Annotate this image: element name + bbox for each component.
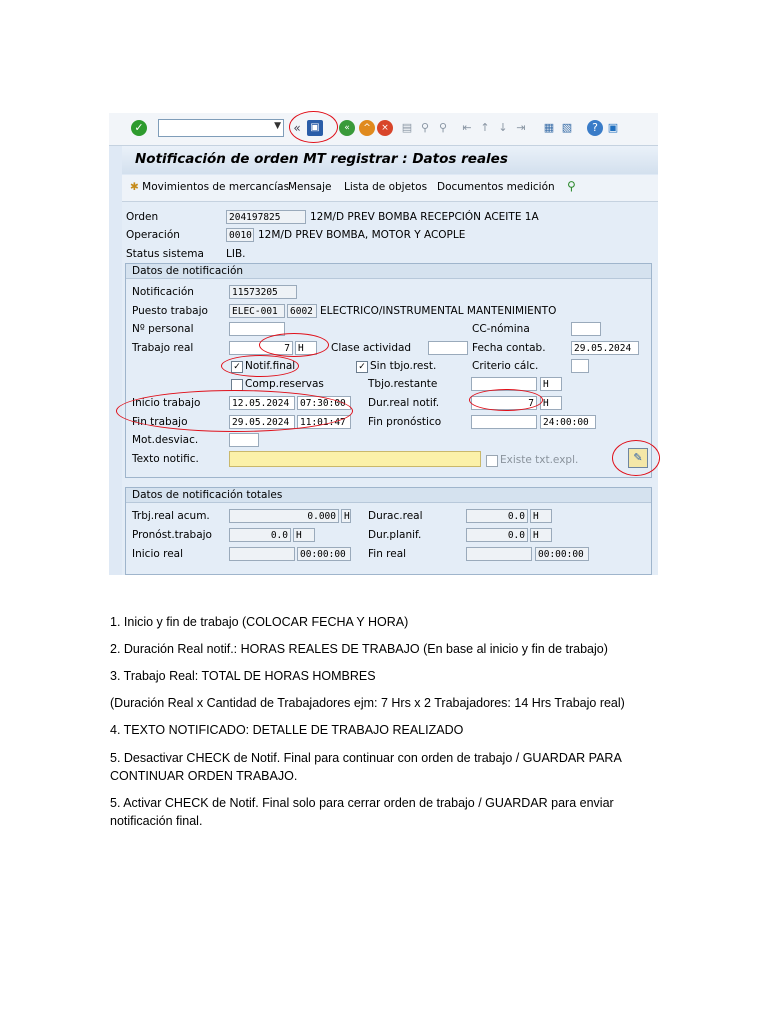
long-text-exists-checkbox [486,455,498,467]
work-start-time-field[interactable]: 07:30:00 [297,396,351,410]
instruction-5-activate: 5. Activar CHECK de Notif. Final solo para cerrar orden de trabajo / GUARDAR para enviar notificación final. [110,796,614,828]
message-button[interactable]: Mensaje [288,181,332,193]
work-end-date-field[interactable]: 29.05.2024 [229,415,295,429]
goods-movement-icon: ✱ [130,181,139,193]
confirmation-text-label: Texto notific. [132,453,199,465]
actual-start-time-field[interactable]: 00:00:00 [297,547,351,561]
final-confirmation-checkbox[interactable]: ✓ [231,361,243,373]
measurement-documents-button[interactable]: Documentos medición [437,181,555,193]
actual-duration-total-unit-field[interactable]: H [530,509,552,523]
instruction-2: 2. Duración Real notif.: HORAS REALES DE TRABAJO (En base al inicio y fin de trabajo) [110,642,608,656]
operation-description: 12M/D PREV BOMBA, MOTOR Y ACOPLE [258,229,466,241]
actual-end-time-field[interactable]: 00:00:00 [535,547,589,561]
work-start-label: Inicio trabajo [132,397,201,409]
command-field[interactable] [158,119,284,137]
screen-content [122,202,658,575]
accumulated-work-unit-field[interactable]: H [341,509,351,523]
operation-label: Operación [126,229,180,241]
actual-start-label: Inicio real [132,548,184,560]
work-start-date-field[interactable]: 12.05.2024 [229,396,295,410]
deviation-reason-label: Mot.desviac. [132,434,199,446]
personnel-number-label: Nº personal [132,323,194,335]
actual-duration-field[interactable]: 7 [471,396,537,410]
instruction-4: 4. TEXTO NOTIFICADO: DETALLE DE TRABAJO REALIZADO [110,723,464,737]
actual-duration-label: Dur.real notif. [368,397,440,409]
screen-title-bar [122,146,658,174]
forecast-end-time-field[interactable]: 24:00:00 [540,415,596,429]
accumulated-work-field[interactable]: 0.000 [229,509,339,523]
payroll-cc-field[interactable] [571,322,601,336]
activity-type-field[interactable] [428,341,468,355]
actual-work-field[interactable]: 7 [229,341,293,355]
cancel-icon[interactable]: × [377,120,393,136]
activity-type-label: Clase actividad [331,342,412,354]
edit-long-text-icon[interactable]: ✎ [628,448,648,468]
work-end-time-field[interactable]: 11:01:47 [297,415,351,429]
actual-end-label: Fin real [368,548,407,560]
posting-date-field[interactable]: 29.05.2024 [571,341,639,355]
no-remaining-work-label: Sin tbjo.rest. [370,360,437,372]
work-center-label: Puesto trabajo [132,305,208,317]
total-notification-title: Datos de notificación totales [126,488,651,503]
actual-duration-total-label: Durac.real [368,510,423,522]
print-icon[interactable]: ▤ [401,121,413,134]
layout-menu-icon[interactable]: ▣ [607,121,619,134]
accumulated-work-label: Trbj.real acum. [132,510,210,522]
actual-duration-unit-field[interactable]: H [540,396,562,410]
instruction-3-detail: (Duración Real x Cantidad de Trabajadores ejm: 7 Hrs x 2 Trabajadores: 14 Hrs Trabajo real) [110,696,625,710]
sap-screenshot [109,113,658,575]
posting-date-label: Fecha contab. [472,342,546,354]
total-notification-group [125,487,652,575]
system-toolbar [109,113,658,146]
planned-duration-field[interactable]: 0.0 [466,528,528,542]
clear-reservations-label: Comp.reservas [245,378,324,390]
screen-title: Notificación de orden MT registrar : Datos reales [135,151,508,167]
deviation-reason-field[interactable] [229,433,259,447]
instruction-1: 1. Inicio y fin de trabajo (COLOCAR FECHA Y HORA) [110,615,409,629]
annotation-ellipse-final-confirmation [221,355,299,377]
last-page-icon[interactable]: ⇥ [516,121,526,134]
order-label: Orden [126,211,159,223]
final-confirmation-label: Notif.final [245,360,296,372]
find-next-icon[interactable]: ⚲ [438,121,448,134]
annotation-ellipse-long-text [612,440,660,476]
order-description: 12M/D PREV BOMBA RECEPCIÓN ACEITE 1A [310,211,539,223]
next-page-icon[interactable]: ↓ [498,121,508,134]
forecast-work-label: Pronóst.trabajo [132,529,212,541]
work-end-label: Fin trabajo [132,416,188,428]
actual-work-label: Trabajo real [132,342,194,354]
back-history-icon[interactable]: « [293,121,301,135]
confirmation-text-field[interactable] [229,451,481,467]
calculation-criterion-field[interactable] [571,359,589,373]
notification-field[interactable]: 11573205 [229,285,297,299]
work-center-description: ELECTRICO/INSTRUMENTAL MANTENIMIENTO [320,305,557,317]
plant-field[interactable]: 6002 [287,304,317,318]
instruction-5-deactivate: 5. Desactivar CHECK de Notif. Final para continuar con orden de trabajo / GUARDAR PARA CONTINUAR ORDEN TRABAJO. [110,751,622,783]
work-center-field[interactable]: ELEC-001 [229,304,285,318]
forecast-end-label: Fin pronóstico [368,416,442,428]
find-icon[interactable]: ⚲ [420,121,430,134]
system-status-value: LIB. [226,248,246,260]
notification-label: Notificación [132,286,194,298]
previous-page-icon[interactable]: ↑ [480,121,490,134]
back-icon[interactable]: « [339,120,355,136]
no-remaining-work-checkbox[interactable]: ✓ [356,361,368,373]
annotation-ellipse-actual-work [259,333,329,357]
first-page-icon[interactable]: ⇤ [462,121,472,134]
annotation-ellipse-save [289,111,338,143]
object-list-button[interactable]: Lista de objetos [344,181,428,193]
calculation-criterion-label: Criterio cálc. [472,360,539,372]
application-toolbar [122,175,658,202]
enter-check-icon[interactable]: ✓ [131,120,147,136]
annotation-ellipse-start-end [116,390,353,432]
remaining-work-unit-field[interactable]: H [540,377,562,391]
remaining-work-label: Tbjo.restante [368,378,438,390]
payroll-cc-label: CC-nómina [472,323,530,335]
long-text-exists-label: Existe txt.expl. [500,454,579,466]
forecast-work-unit-field[interactable]: H [293,528,315,542]
actual-end-date-field[interactable] [466,547,532,561]
forecast-end-date-field[interactable] [471,415,537,429]
order-field[interactable]: 204197825 [226,210,306,224]
annotation-ellipse-duration [469,389,543,411]
notification-data-group [125,263,652,478]
exit-icon[interactable]: ^ [359,120,375,136]
new-session-icon[interactable]: ▦ [543,121,555,134]
actual-start-date-field[interactable] [229,547,295,561]
forecast-work-field[interactable]: 0.0 [229,528,291,542]
actual-duration-total-field[interactable]: 0.0 [466,509,528,523]
search-overview-icon[interactable]: ⚲ [567,179,576,193]
notification-data-title: Datos de notificación [126,264,651,279]
planned-duration-label: Dur.planif. [368,529,422,541]
system-status-label: Status sistema [126,248,204,260]
planned-duration-unit-field[interactable]: H [530,528,552,542]
save-icon[interactable]: ▣ [307,120,323,136]
shortcut-icon[interactable]: ▧ [561,121,573,134]
dropdown-arrow-icon[interactable]: ▼ [274,121,281,131]
actual-work-unit-field[interactable]: H [295,341,317,355]
operation-field[interactable]: 0010 [226,228,254,242]
goods-movement-button[interactable]: ✱ Movimientos de mercancías [130,181,290,193]
instruction-3: 3. Trabajo Real: TOTAL DE HORAS HOMBRES [110,669,376,683]
help-icon[interactable]: ? [587,120,603,136]
